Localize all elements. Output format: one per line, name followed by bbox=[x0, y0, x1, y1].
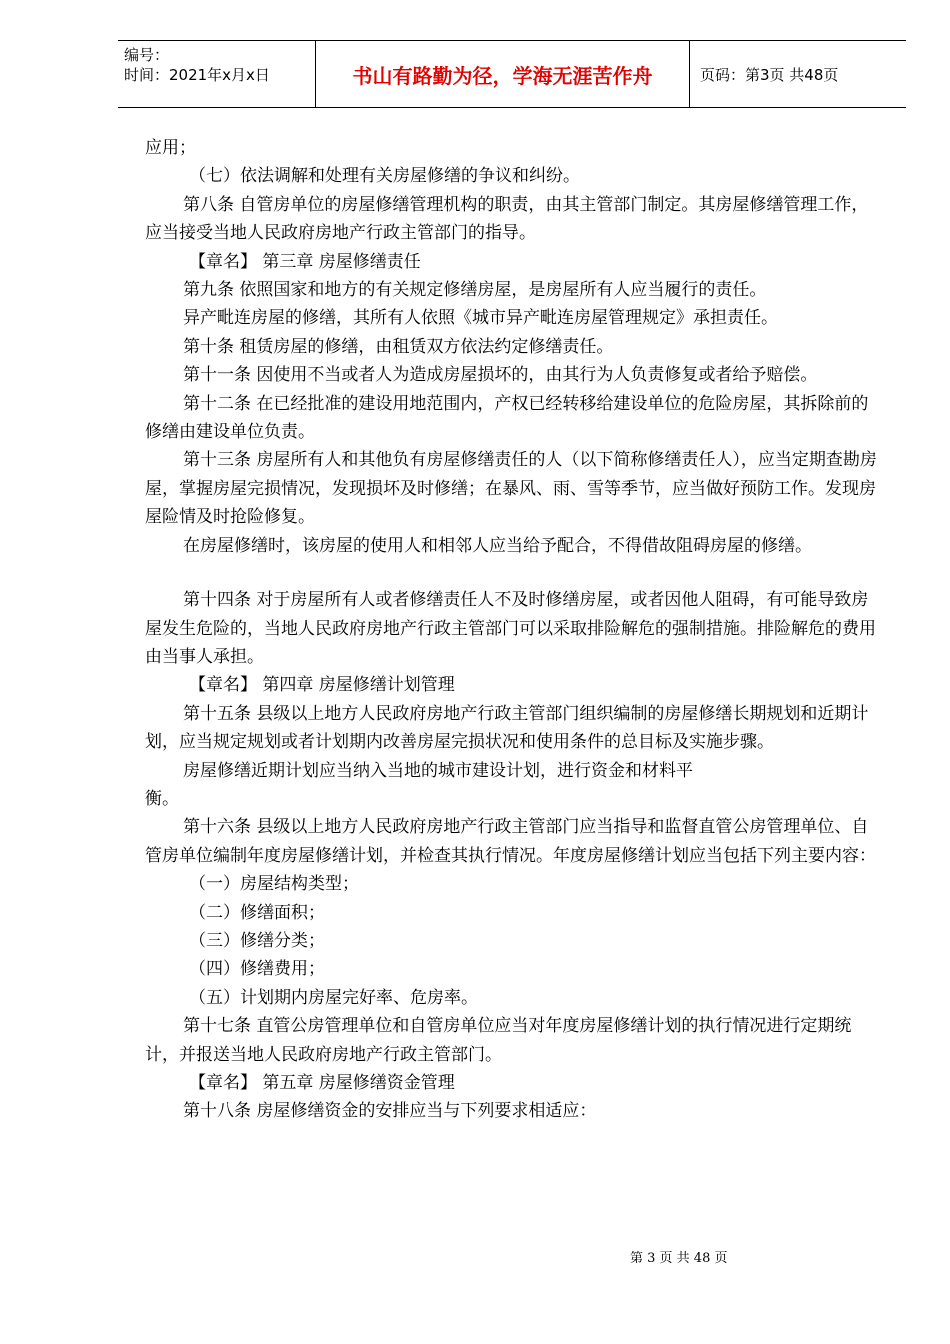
article-15: 第十五条 县级以上地方人民政府房地产行政主管部门组织编制的房屋修缮长期规划和近期计划，应当规定规划或者计划期内改善房屋完损状况和使用条件的总目标及实施步骤。 bbox=[145, 703, 869, 753]
list-item: （一）房屋结构类型； bbox=[189, 874, 359, 895]
paragraph: 房屋修缮近期计划应当纳入当地的城市建设计划，进行资金和材料平 bbox=[183, 760, 693, 781]
page-footer: 第 3 页 共 48 页 bbox=[630, 1251, 728, 1266]
article-9: 第九条 依照国家和地方的有关规定修缮房屋，是房屋所有人应当履行的责任。 bbox=[183, 280, 767, 301]
paragraph: 异产毗连房屋的修缮，其所有人依照《城市异产毗连房屋管理规定》承担责任。 bbox=[183, 308, 778, 329]
article-13: 第十三条 房屋所有人和其他负有房屋修缮责任的人（以下简称修缮责任人），应当定期查勘房屋，掌握房屋完损情况，发现损坏及时修缮；在暴风、雨、雪等季节，应当做好预防工作。发现房屋险情及时抢险修复。 bbox=[145, 450, 877, 528]
page-header bbox=[118, 40, 906, 108]
article-8: 第八条 自管房单位的房屋修缮管理机构的职责，由其主管部门制定。其房屋修缮管理工作，应当接受当地人民政府房地产行政主管部门的指导。 bbox=[145, 194, 869, 244]
document-body bbox=[145, 134, 885, 1126]
document-number-label: 编号： bbox=[124, 46, 170, 64]
list-item: （四）修缮费用； bbox=[189, 959, 325, 980]
list-item: （七）依法调解和处理有关房屋修缮的争议和纠纷。 bbox=[189, 166, 580, 187]
article-17: 第十七条 直管公房管理单位和自管房单位应当对年度房屋修缮计划的执行情况进行定期统计，并报送当地人民政府房地产行政主管部门。 bbox=[145, 1016, 852, 1065]
article-16: 第十六条 县级以上地方人民政府房地产行政主管部门应当指导和监督直管公房管理单位、自管房单位编制年度房屋修缮计划，并检查其执行情况。年度房屋修缮计划应当包括下列主要内容： bbox=[145, 817, 876, 866]
paragraph: 应用； bbox=[145, 138, 196, 158]
list-item: （三）修缮分类； bbox=[189, 930, 325, 951]
article-12: 第十二条 在已经批准的建设用地范围内，产权已经转移给建设单位的危险房屋，其拆除前的修缮由建设单位负责。 bbox=[145, 393, 869, 443]
header-meta bbox=[118, 41, 316, 107]
chapter-heading: 【章名】 第五章 房屋修缮资金管理 bbox=[189, 1073, 455, 1093]
paragraph: 在房屋修缮时，该房屋的使用人和相邻人应当给予配合，不得借故阻碍房屋的修缮。 bbox=[183, 535, 812, 556]
header-page-info: 页码：第3页 共48页 bbox=[700, 65, 839, 84]
article-14: 第十四条 对于房屋所有人或者修缮责任人不及时修缮房屋，或者因他人阻碍，有可能导致房屋发生危险的，当地人民政府房地产行政主管部门可以采取排险解危的强制措施。排险解危的费用由当事人承担。 bbox=[145, 590, 876, 667]
chapter-heading: 【章名】 第四章 房屋修缮计划管理 bbox=[189, 675, 455, 696]
chapter-heading: 【章名】 第三章 房屋修缮责任 bbox=[189, 251, 421, 272]
article-10: 第十条 租赁房屋的修缮，由租赁双方依法约定修缮责任。 bbox=[183, 336, 614, 357]
list-item: （二）修缮面积； bbox=[189, 902, 325, 923]
paragraph: 衡。 bbox=[145, 788, 179, 809]
document-time-label: 时间：2021年x月x日 bbox=[124, 66, 270, 84]
header-motto: 书山有路勤为径，学海无涯苦作舟 bbox=[316, 41, 690, 107]
list-item: （五）计划期内房屋完好率、危房率。 bbox=[189, 987, 478, 1008]
spacer bbox=[145, 560, 885, 586]
article-18: 第十八条 房屋修缮资金的安排应当与下列要求相适应： bbox=[183, 1101, 597, 1122]
article-11: 第十一条 因使用不当或者人为造成房屋损坏的，由其行为人负责修复或者给予赔偿。 bbox=[183, 365, 818, 386]
